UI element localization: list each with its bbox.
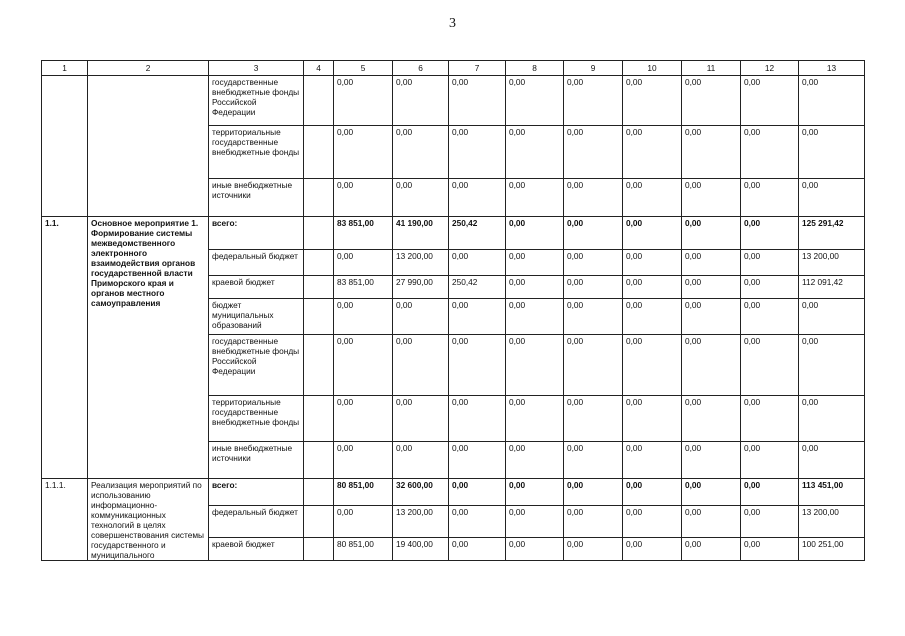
value-cell: 0,00 xyxy=(393,179,449,217)
value-cell: 0,00 xyxy=(334,179,393,217)
value-cell: 0,00 xyxy=(682,396,741,442)
column-header: 8 xyxy=(506,61,564,76)
column-header: 2 xyxy=(88,61,209,76)
value-cell: 112 091,42 xyxy=(799,276,865,299)
value-cell: 0,00 xyxy=(393,126,449,179)
value-cell: 0,00 xyxy=(334,126,393,179)
value-cell: 0,00 xyxy=(564,396,623,442)
value-cell: 0,00 xyxy=(682,479,741,506)
value-cell: 0,00 xyxy=(623,335,682,396)
item-number: 1.1. xyxy=(42,217,88,479)
value-cell: 0,00 xyxy=(449,179,506,217)
value-cell: 0,00 xyxy=(682,506,741,538)
column-header: 9 xyxy=(564,61,623,76)
funding-source: федеральный бюджет xyxy=(209,506,304,538)
value-cell: 0,00 xyxy=(682,537,741,560)
funding-source: территориальные государственные внебюджетные фонды xyxy=(209,126,304,179)
funding-source: бюджет муниципальных образований xyxy=(209,299,304,335)
page-number: 3 xyxy=(449,16,456,31)
value-cell: 0,00 xyxy=(506,396,564,442)
header-row xyxy=(42,61,865,76)
value-cell: 0,00 xyxy=(564,76,623,126)
empty-cell xyxy=(304,217,334,250)
value-cell: 0,00 xyxy=(799,126,865,179)
value-cell: 0,00 xyxy=(564,479,623,506)
value-cell: 0,00 xyxy=(741,126,799,179)
value-cell: 0,00 xyxy=(623,76,682,126)
value-cell: 0,00 xyxy=(506,276,564,299)
value-cell: 0,00 xyxy=(564,179,623,217)
value-cell: 0,00 xyxy=(741,299,799,335)
empty-cell xyxy=(304,396,334,442)
value-cell: 0,00 xyxy=(564,299,623,335)
value-cell: 0,00 xyxy=(741,276,799,299)
value-cell: 0,00 xyxy=(682,179,741,217)
value-cell: 0,00 xyxy=(799,179,865,217)
value-cell: 0,00 xyxy=(623,442,682,479)
item-name xyxy=(88,76,209,217)
value-cell: 0,00 xyxy=(393,442,449,479)
funding-source: государственные внебюджетные фонды Российской Федерации xyxy=(209,76,304,126)
value-cell: 13 200,00 xyxy=(799,250,865,276)
value-cell: 0,00 xyxy=(449,76,506,126)
value-cell: 0,00 xyxy=(506,442,564,479)
value-cell: 0,00 xyxy=(682,250,741,276)
value-cell: 0,00 xyxy=(741,179,799,217)
funding-source: всего: xyxy=(209,479,304,506)
value-cell: 80 851,00 xyxy=(334,479,393,506)
empty-cell xyxy=(304,76,334,126)
value-cell: 0,00 xyxy=(623,250,682,276)
value-cell: 0,00 xyxy=(682,126,741,179)
table-row xyxy=(42,217,865,250)
value-cell: 0,00 xyxy=(564,442,623,479)
item-name: Основное мероприятие 1. Формирование системы межведомственного электронного взаимодействия органов государственной власти Приморского края и органов местного самоуправления xyxy=(88,217,209,479)
value-cell: 0,00 xyxy=(741,396,799,442)
value-cell: 0,00 xyxy=(623,126,682,179)
column-header: 6 xyxy=(393,61,449,76)
table-row xyxy=(42,76,865,126)
value-cell: 13 200,00 xyxy=(393,506,449,538)
funding-source: краевой бюджет xyxy=(209,537,304,560)
value-cell: 0,00 xyxy=(506,506,564,538)
value-cell: 250,42 xyxy=(449,217,506,250)
value-cell: 0,00 xyxy=(506,179,564,217)
column-header: 12 xyxy=(741,61,799,76)
value-cell: 32 600,00 xyxy=(393,479,449,506)
value-cell: 250,42 xyxy=(449,276,506,299)
value-cell: 0,00 xyxy=(506,479,564,506)
value-cell: 27 990,00 xyxy=(393,276,449,299)
value-cell: 0,00 xyxy=(623,217,682,250)
value-cell: 0,00 xyxy=(682,217,741,250)
empty-cell xyxy=(304,276,334,299)
value-cell: 0,00 xyxy=(449,537,506,560)
value-cell: 0,00 xyxy=(741,76,799,126)
column-header: 4 xyxy=(304,61,334,76)
value-cell: 0,00 xyxy=(506,76,564,126)
value-cell: 41 190,00 xyxy=(393,217,449,250)
value-cell: 0,00 xyxy=(449,479,506,506)
value-cell: 0,00 xyxy=(799,396,865,442)
empty-cell xyxy=(304,179,334,217)
funding-source: краевой бюджет xyxy=(209,276,304,299)
value-cell: 0,00 xyxy=(334,250,393,276)
value-cell: 0,00 xyxy=(741,442,799,479)
value-cell: 0,00 xyxy=(334,396,393,442)
empty-cell xyxy=(304,537,334,560)
column-header: 7 xyxy=(449,61,506,76)
funding-source: государственные внебюджетные фонды Российской Федерации xyxy=(209,335,304,396)
value-cell: 0,00 xyxy=(334,442,393,479)
column-header: 11 xyxy=(682,61,741,76)
funding-source: иные внебюджетные источники xyxy=(209,179,304,217)
value-cell: 0,00 xyxy=(564,250,623,276)
value-cell: 0,00 xyxy=(741,506,799,538)
value-cell: 0,00 xyxy=(449,396,506,442)
value-cell: 0,00 xyxy=(564,506,623,538)
value-cell: 80 851,00 xyxy=(334,537,393,560)
empty-cell xyxy=(304,299,334,335)
empty-cell xyxy=(304,126,334,179)
empty-cell xyxy=(304,335,334,396)
column-header: 5 xyxy=(334,61,393,76)
value-cell: 0,00 xyxy=(393,299,449,335)
value-cell: 0,00 xyxy=(393,396,449,442)
value-cell: 0,00 xyxy=(449,299,506,335)
item-number: 1.1.1. xyxy=(42,479,88,561)
value-cell: 19 400,00 xyxy=(393,537,449,560)
value-cell: 0,00 xyxy=(682,299,741,335)
budget-table-body xyxy=(42,61,865,561)
value-cell: 0,00 xyxy=(506,126,564,179)
value-cell: 0,00 xyxy=(393,335,449,396)
value-cell: 0,00 xyxy=(449,506,506,538)
value-cell: 0,00 xyxy=(799,76,865,126)
empty-cell xyxy=(304,479,334,506)
value-cell: 0,00 xyxy=(741,250,799,276)
value-cell: 0,00 xyxy=(799,299,865,335)
item-name: Реализация мероприятий по использованию информационно-коммуникационных технологий в целях совершенствования системы государственного и муниципального xyxy=(88,479,209,561)
value-cell: 0,00 xyxy=(623,396,682,442)
value-cell: 0,00 xyxy=(449,442,506,479)
empty-cell xyxy=(304,506,334,538)
value-cell: 0,00 xyxy=(682,276,741,299)
value-cell: 13 200,00 xyxy=(799,506,865,538)
funding-source: федеральный бюджет xyxy=(209,250,304,276)
value-cell: 0,00 xyxy=(741,217,799,250)
value-cell: 0,00 xyxy=(623,179,682,217)
empty-cell xyxy=(304,250,334,276)
value-cell: 0,00 xyxy=(799,442,865,479)
value-cell: 0,00 xyxy=(449,126,506,179)
value-cell: 0,00 xyxy=(741,479,799,506)
value-cell: 0,00 xyxy=(334,76,393,126)
value-cell: 0,00 xyxy=(623,506,682,538)
value-cell: 0,00 xyxy=(564,276,623,299)
value-cell: 0,00 xyxy=(741,335,799,396)
value-cell: 125 291,42 xyxy=(799,217,865,250)
value-cell: 0,00 xyxy=(334,506,393,538)
value-cell: 0,00 xyxy=(564,335,623,396)
empty-cell xyxy=(304,442,334,479)
value-cell: 0,00 xyxy=(393,76,449,126)
value-cell: 0,00 xyxy=(623,276,682,299)
value-cell: 0,00 xyxy=(506,537,564,560)
column-header: 13 xyxy=(799,61,865,76)
value-cell: 0,00 xyxy=(506,217,564,250)
budget-table xyxy=(41,60,865,561)
value-cell: 0,00 xyxy=(682,335,741,396)
value-cell: 0,00 xyxy=(506,335,564,396)
value-cell: 83 851,00 xyxy=(334,276,393,299)
value-cell: 0,00 xyxy=(564,537,623,560)
value-cell: 0,00 xyxy=(741,537,799,560)
column-header: 3 xyxy=(209,61,304,76)
value-cell: 13 200,00 xyxy=(393,250,449,276)
funding-source: территориальные государственные внебюджетные фонды xyxy=(209,396,304,442)
table-row xyxy=(42,479,865,506)
value-cell: 0,00 xyxy=(564,126,623,179)
column-header: 10 xyxy=(623,61,682,76)
value-cell: 100 251,00 xyxy=(799,537,865,560)
funding-source: иные внебюджетные источники xyxy=(209,442,304,479)
value-cell: 0,00 xyxy=(682,442,741,479)
value-cell: 113 451,00 xyxy=(799,479,865,506)
value-cell: 0,00 xyxy=(334,299,393,335)
value-cell: 0,00 xyxy=(506,299,564,335)
value-cell: 0,00 xyxy=(449,250,506,276)
value-cell: 0,00 xyxy=(623,537,682,560)
item-number xyxy=(42,76,88,217)
funding-source: всего: xyxy=(209,217,304,250)
value-cell: 83 851,00 xyxy=(334,217,393,250)
value-cell: 0,00 xyxy=(623,479,682,506)
value-cell: 0,00 xyxy=(682,76,741,126)
value-cell: 0,00 xyxy=(564,217,623,250)
column-header: 1 xyxy=(42,61,88,76)
value-cell: 0,00 xyxy=(334,335,393,396)
value-cell: 0,00 xyxy=(799,335,865,396)
value-cell: 0,00 xyxy=(623,299,682,335)
value-cell: 0,00 xyxy=(449,335,506,396)
value-cell: 0,00 xyxy=(506,250,564,276)
